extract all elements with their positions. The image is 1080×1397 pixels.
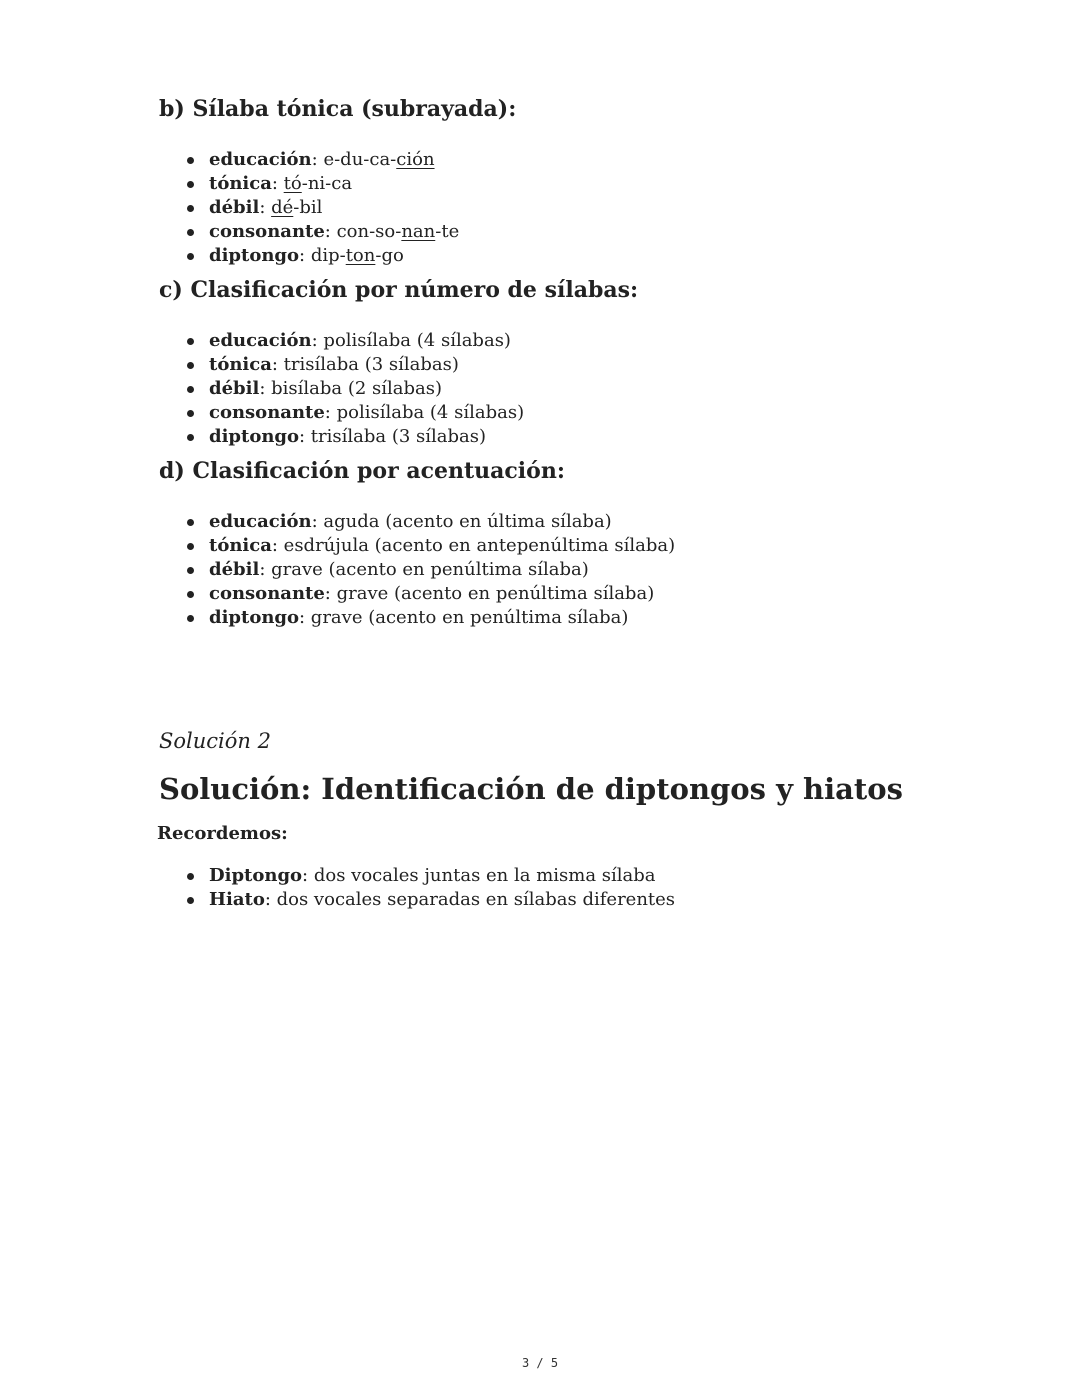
section-b-heading: b) Sílaba tónica (subrayada): xyxy=(159,96,517,122)
list-item: consonante: con-so-nan-te xyxy=(159,220,1019,244)
stressed-syllable: dé xyxy=(271,197,294,218)
section-c-heading: c) Clasificación por número de sílabas: xyxy=(159,277,639,303)
list-item: educación: e-du-ca-ción xyxy=(159,148,1019,172)
list-item: tónica: esdrújula (acento en antepenúltima sílaba) xyxy=(159,534,1019,558)
list-item: consonante: polisílaba (4 sílabas) xyxy=(159,401,1019,425)
list-item: Diptongo: dos vocales juntas en la misma sílaba xyxy=(159,864,1019,888)
page-number: 3 / 5 xyxy=(521,1356,559,1370)
list-item: débil: grave (acento en penúltima sílaba) xyxy=(159,558,1019,582)
solution-kicker: Solución 2 xyxy=(159,729,271,753)
list-item: tónica: trisílaba (3 sílabas) xyxy=(159,353,1019,377)
section-c xyxy=(159,276,1019,449)
section-b xyxy=(159,95,1019,268)
solution-2 xyxy=(159,728,1019,807)
section-d-heading: d) Clasificación por acentuación: xyxy=(159,458,565,484)
list-item: educación: polisílaba (4 sílabas) xyxy=(159,329,1019,353)
definitions-list xyxy=(159,864,1019,912)
stressed-syllable: ción xyxy=(396,149,435,170)
definitions xyxy=(159,864,1019,912)
list-item: educación: aguda (acento en última sílaba) xyxy=(159,510,1019,534)
section-b-list xyxy=(159,148,1019,268)
list-item: tónica: tó-ni-ca xyxy=(159,172,1019,196)
stressed-syllable: tó xyxy=(283,173,302,194)
recordemos-label: Recordemos: xyxy=(157,823,288,844)
stressed-syllable: nan xyxy=(401,221,436,242)
list-item: débil: dé-bil xyxy=(159,196,1019,220)
section-d xyxy=(159,457,1019,630)
recordemos-block xyxy=(157,822,1017,846)
list-item: consonante: grave (acento en penúltima sílaba) xyxy=(159,582,1019,606)
list-item: Hiato: dos vocales separadas en sílabas diferentes xyxy=(159,888,1019,912)
list-item: débil: bisílaba (2 sílabas) xyxy=(159,377,1019,401)
section-d-list xyxy=(159,510,1019,630)
section-c-list xyxy=(159,329,1019,449)
stressed-syllable: ton xyxy=(345,245,376,266)
solution-title: Solución: Identificación de diptongos y hiatos xyxy=(159,772,903,806)
list-item: diptongo: trisílaba (3 sílabas) xyxy=(159,425,1019,449)
list-item: diptongo: grave (acento en penúltima sílaba) xyxy=(159,606,1019,630)
list-item: diptongo: dip-ton-go xyxy=(159,244,1019,268)
